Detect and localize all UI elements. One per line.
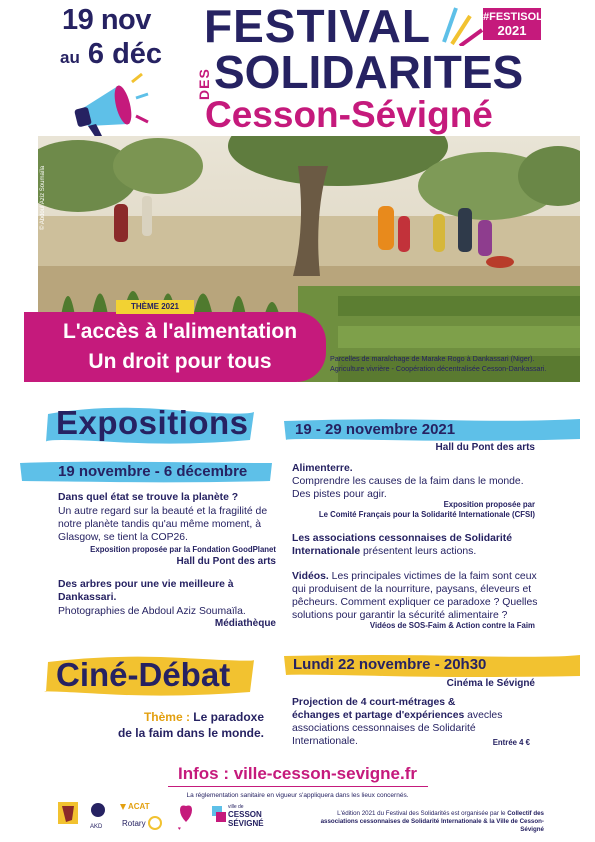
expo-item1-body: Un autre regard sur la beauté et la fragilité de notre planète tandis qu'au même moment, à Glasgow, se tient la COP26. bbox=[58, 506, 268, 543]
ville-cesson-logo-icon bbox=[212, 804, 264, 828]
left-date: 19 novembre - 6 décembre bbox=[58, 463, 248, 480]
expo-item3-credit-2: Le Comité Français pour la Solidarité Internationale (CFSI) bbox=[318, 510, 535, 519]
akd-logo-icon bbox=[90, 803, 105, 830]
date-prefix: au bbox=[60, 48, 80, 67]
cine-venue: Cinéma le Sévigné bbox=[446, 678, 535, 689]
cine-theme-label: Thème : bbox=[143, 710, 194, 724]
hashtag-badge bbox=[483, 8, 541, 40]
caption-line-2: Agriculture vivrière - Coopération décentralisée Cesson-Dankassari. bbox=[330, 364, 547, 373]
svg-text:ACAT: ACAT bbox=[128, 802, 150, 811]
des-vertical-label: DES bbox=[196, 68, 212, 100]
city-title: Cesson-Sévigné bbox=[205, 94, 493, 135]
edition-credit: L'édition 2021 du Festival des Solidarités est organisée par le Collectif des associations cessonnaises de Solidarité Internationale & la Ville de Cesson-Sévigné bbox=[320, 810, 544, 833]
cine-description: Projection de 4 court-métrages & échanges et partage d'expériences avecles associations cessonnaises de Solidarité Internationale. bbox=[292, 697, 503, 747]
photo-caption bbox=[330, 354, 580, 374]
sparkle-rays-icon bbox=[436, 2, 486, 46]
date-end bbox=[60, 38, 162, 71]
expo-item1-venue: Hall du Pont des arts bbox=[176, 556, 276, 567]
cine-theme-line-1: Thème : Le paradoxe bbox=[143, 710, 264, 724]
date-end-value: 6 déc bbox=[87, 38, 163, 70]
svg-text:SÉVIGNÉ: SÉVIGNÉ bbox=[228, 819, 264, 828]
infos-link[interactable]: Infos : ville-cesson-sevigne.fr bbox=[177, 764, 417, 783]
expo-item1-title: Dans quel état se trouve la planète ? bbox=[58, 492, 239, 503]
photo-credit: © Abdoul Aziz Soumaïla bbox=[40, 165, 46, 230]
partner-logos bbox=[56, 800, 276, 838]
date-start: 19 nov bbox=[62, 4, 151, 36]
infos-divider bbox=[168, 786, 428, 787]
cine-title: Ciné-Débat bbox=[56, 656, 231, 693]
expo-item5-credit: Vidéos de SOS-Faim & Action contre la Faim bbox=[369, 621, 535, 630]
hashtag-year: 2021 bbox=[497, 23, 527, 38]
expositions-title: Expositions bbox=[56, 404, 249, 441]
right-date: 19 - 29 novembre 2021 bbox=[295, 421, 456, 438]
expo-item2-venue: Médiathèque bbox=[214, 618, 276, 629]
svg-text:♥: ♥ bbox=[178, 826, 181, 832]
expo-item3-body: Comprendre les causes de la faim dans le monde. Des pistes pour agir. bbox=[292, 476, 524, 500]
sanitary-notice: La réglementation sanitaire en vigueur s'appliquera dans les lieux concernés. bbox=[186, 792, 409, 799]
solidarites-title: SOLIDARITES bbox=[214, 46, 524, 98]
expo-item3-credit-1: Exposition proposée par bbox=[443, 500, 535, 509]
acat-logo-icon bbox=[120, 802, 150, 811]
festival-title: FESTIVAL bbox=[204, 0, 431, 52]
svg-text:ville de: ville de bbox=[228, 804, 244, 810]
expo-item3-title: Alimenterre. bbox=[292, 463, 353, 474]
expo-item1-credit: Exposition proposée par la Fondation GoodPlanet bbox=[90, 545, 276, 554]
expo-item5: Vidéos. Les principales victimes de la faim sont ceux qui produisent de la nourriture, paysans, éleveurs et pêcheurs. Comment expliquer ce paradoxe ? Quelles solutions pour garantir la sécurité alimentaire ? bbox=[292, 571, 538, 621]
theme-line-1: L'accès à l'alimentation bbox=[62, 320, 298, 343]
right-venue: Hall du Pont des arts bbox=[435, 442, 535, 453]
hashtag-label: #FESTISOL bbox=[483, 11, 543, 23]
cine-price: Entrée 4 € bbox=[492, 738, 530, 747]
svg-text:CESSON: CESSON bbox=[228, 810, 262, 819]
theme-line-2: Un droit pour tous bbox=[88, 350, 272, 373]
expo-item2-title: Des arbres pour une vie meilleure à Dankassari. bbox=[58, 579, 234, 603]
expo-item2-body: Photographies de Abdoul Aziz Soumaïla. bbox=[58, 606, 246, 617]
cine-date: Lundi 22 novembre - 20h30 bbox=[293, 656, 487, 673]
cine-theme-line-2: de la faim dans le monde. bbox=[117, 726, 264, 740]
megaphone-icon bbox=[70, 72, 150, 142]
caption-line-1: Parcelles de maraîchage de Marake Rogo à Dankassari (Niger). bbox=[330, 354, 535, 363]
africa-logo-icon bbox=[58, 802, 78, 824]
rotary-logo-icon bbox=[122, 817, 161, 829]
svg-text:AKD: AKD bbox=[90, 824, 103, 830]
heart-logo-icon bbox=[178, 806, 192, 833]
theme-tag: THÈME 2021 bbox=[116, 300, 194, 314]
svg-text:Rotary: Rotary bbox=[122, 819, 146, 828]
expo-item4: Les associations cessonnaises de Solidarité Internationale présentent leurs actions. bbox=[292, 533, 513, 557]
